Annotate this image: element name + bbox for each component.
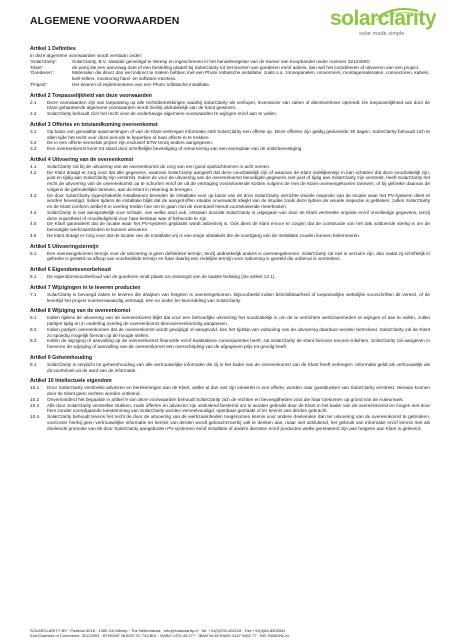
article-paragraph (30, 338, 430, 350)
article-paragraph (30, 233, 430, 239)
article-paragraph (30, 292, 430, 304)
logo-tagline: solar made simple (359, 31, 405, 37)
paragraph-number: 4.1 (30, 163, 37, 169)
section-title: Artikel 5 Uitvoeringstermijn (30, 243, 99, 250)
definition-item (30, 82, 430, 88)
document-title: ALGEMENE VOORWAARDEN (30, 15, 180, 27)
solarclarity-logo (318, 7, 436, 47)
paragraph-number: 8.2 (30, 326, 37, 332)
document-body (30, 44, 430, 431)
paragraph-number: 2.1 (30, 99, 37, 105)
paragraph-number: 6.1 (30, 274, 37, 279)
paragraph-text: SolarClarity behoudt zich het recht voor de onderhavige algemene voorwaarden te wijzigen en/of aan te vullen. (47, 111, 278, 116)
paragraph-number: 3.2 (30, 140, 37, 146)
paragraph-text: SolarClarity is bevoegd zaken te leveren die afwijken van hetgeen is overeengekomen. Bijvoorbeeld indien beschikbaarheid of toepasselijke wettelijke voorschriften dit vereist, of de levertijd het project noemenswaardig vertraagt, één en ander ter beoordeling van SolarClarity. (47, 291, 430, 303)
paragraph-number: 4.2 (30, 169, 37, 175)
logo-wordmark: solarclarity (330, 7, 437, 30)
paragraph-text: De Klant garandeert dat de locatie waar het PV-systeem geplaatst wordt asbestvrij is. Ook dient de klant ervoor te zorgen dat de constructie van het dak voldoende sterkg is om de benodigde werkzaamheden te kunnen uitvoeren. (47, 221, 430, 232)
paragraph-number: 2.2 (30, 111, 37, 116)
article-paragraph (30, 403, 430, 415)
article-paragraph (30, 170, 430, 193)
section-title: Artikel 8 Wijziging van de overeenkomst (30, 308, 131, 315)
paragraph-number: 10.4 (30, 414, 40, 419)
section-title: Artikel 4 Uitvoering van de overeenkomst (30, 156, 134, 163)
paragraph-number: 9.1 (30, 361, 37, 367)
article-paragraph (30, 414, 430, 431)
article-paragraph (30, 221, 430, 233)
article-paragraph (30, 251, 430, 263)
paragraph-text: De eigendomsvoorbehoud van de goederen vindt plaats na ontvangst van de laatste betaling (zie artikel 13.1). (47, 274, 276, 279)
paragraph-number: 3.1 (30, 128, 37, 134)
article-paragraph (30, 210, 430, 222)
article-paragraph (30, 385, 430, 397)
paragraph-text: De door SolarClarity ingeschakelde installateurs bereiden de installatie voor op basis van de door SolarClarity verrichte visuele inspectie van de locatie waar het PV-systeem dient te worden bevestigd. Indien tijdens de installatie blijkt dat de aangetroffen situatie onverwacht afwijkt van de situatie zoals deze tijdens de visuele inspectie is gebleken, zullen SolarClarity en de Klant conform artikel 8 in overleg treden hoe om te gaan met de eventueel hieruit voortvloeiende meerkosten. (47, 192, 430, 209)
paragraph-text: Alle door SolarClarity verstrekte stukken, zoals offertes en adviezen zijn uitsluitend bestemd om te worden gebruikt door de Klant in het kader van de overeenkomst en mogen niet door hem zonder voorafgaande toestemming van SolarClarity worden verveelvoudigd, openbaar gemaakt of ter kennis van derden gebracht. (47, 402, 430, 414)
definition-text: Het leveren of implementeren van een Photo Voltaïsche installatie. (72, 81, 211, 87)
article-paragraph (30, 274, 430, 280)
definition-text: de partij die een aanvraag doet of een bestelling plaatst bij SolarClarity tot het leveren van goederen en/of advies, dan wel het coördineren of uitvoeren van een project. (72, 64, 420, 70)
article-paragraph (30, 100, 430, 112)
paragraph-number: 10.3 (30, 402, 40, 408)
footer-registration: Kvk/Chamber of Commerce: 32123093 · BTW/VAT NL8207.57.743.B01 · RABO 1475.45.277 · IBAN NL38 RABO 0147 5452 77 · BIC RABONL2u (30, 633, 289, 638)
paragraph-text: De in een offerte vermelde prijzen zijn exclusief BTW tenzij anders aangegeven. (47, 140, 214, 146)
paragraph-number: 7.1 (30, 291, 37, 297)
paragraph-text: Indien tijdens de uitvoering van de overeenkomst blijkt dat voor een behoorlijke uitvoering het noodzakelijk is om de te verrichten werkzaamheden te wijzigen of aan te vullen, zullen partijen tijdig en in onderling overleg de overeenkomst dienovereenkomstig aanpassen. (47, 315, 430, 326)
article-paragraph (30, 111, 430, 117)
article-paragraph (30, 146, 430, 152)
definition-item (30, 70, 430, 82)
paragraph-text: Onverminderd het bepaalde in artikel 9 van deze voorwaarden behoudt SolarClarity zich de rechten en bevoegdheden voor die haar toekomen op grond van de Auteurswet. (47, 396, 404, 402)
paragraph-number: 10.1 (30, 385, 40, 391)
paragraph-number: 4.3 (30, 192, 37, 198)
paragraph-text: Op basis van gemaakte waarnemingen of van de Klant verkregen informatie stelt SolarClarity een offerte op. Deze offertes zijn geldig gedurende 30 dagen. SolarClarity behoudt zich te allen tijde het recht voor deze periode te beperken of haar offerte in te trekken. (47, 128, 430, 140)
paragraph-text: De Klant draagt er zorg voor dat alle gegevens, waarvan SolarClarity aangeeft dat deze noodzakelijk zijn of waarvan de Klant redelijkerwijs in kan schatten dat deze noodzakelijk zijn, juist en tijdig aan SolarClarity zijn verstrekt. Indien de voor de uitvoering van de overeenkomst benodigde gegevens niet juist of tijdig aan SolarClarity zijn verstrekt, heeft SolarClarity het recht de uitvoering van de overeenkomst op te schorten en/of de uit de vertraging voortvloeiende kosten volgens de met de Klant overeengekomen tarieven, of bij gebreke daarvan de volgens de gebruikelijke tarieven, aan de Klant in rekening te brengen. (47, 169, 430, 192)
paragraph-number: 8.3 (30, 338, 37, 344)
article-paragraph (30, 129, 430, 141)
definition-term: 'Klant': (30, 64, 44, 70)
article-paragraph (30, 315, 430, 327)
definition-text: Materialen die direct dan wel indirect te maken hebben met een Photo Voltaïsche installatie, zoals o.a. zonnepanelen, omvormers, montagematerialen, connectoren, kabels, kwh-tellers, monitoring hard- en software etcetera. (72, 70, 430, 81)
definition-term: 'Project': (30, 81, 48, 87)
paragraph-number: 10.2 (30, 396, 40, 402)
section-title: Artikel 10 Intellectuele eigendom (30, 378, 112, 385)
definition-text: SolarClarity, B.V. statutair gevestigd te Weesp en ingeschreven in het handelsregister van de Kamer van Koophandel onder nummer 32123093; (72, 58, 371, 64)
page-footer (30, 628, 430, 638)
section-title: Artikel 9 Geheimhouding (30, 354, 93, 361)
intro-text: In deze algemene voorwaarden wordt verstaan onder: (30, 53, 143, 58)
paragraph-text: De klant draagt er zorg voor dat de locatie van de Installatie vrij is van enige obstakels die de voortgang van de Installatie zouden kunnen belemmeren. (47, 232, 361, 238)
definition-term: 'Goederen': (30, 70, 54, 76)
section-title: Artikel 7 Wijzigingen in te leveren producten (30, 284, 141, 291)
paragraph-text: SolarClarity is niet aansprakelijk voor schade, van welke aard ook, ontstaan doordat SolarClarity is uitgegaan van door de Klant verstrekte onjuiste en/of onvolledige gegevens, tenzij deze onjuistheid of onvolledigheid voor haar kenbaar was of behoorde te zijn. (47, 209, 430, 221)
sections-list (30, 93, 430, 432)
section-title: Artikel 1 Definities (30, 46, 76, 52)
paragraph-text: SolarClarity zal bij de uitvoering van de overeenkomst de zorg van een goed opdrachtnemer in acht nemen. (47, 163, 271, 169)
paragraph-number: 3.3 (30, 146, 37, 151)
section-title: Artikel 3 Offertes en totstandkoming overeenkomst (30, 121, 158, 128)
paragraph-number: 4.6 (30, 232, 37, 238)
paragraph-text: Door SolarClarity verstrekte adviezen en berekeningen aan de Klant, welke al dan niet zijn verwerkt in een offerte, worden naar goeddunken van SolarClarity verstrekt. Hieraan kunnen door de Klant geen rechten worden ontleend. (47, 385, 430, 396)
paragraph-text: Een overeenkomst komt tot stand door schriftelijke bevestiging of retournering van een exemplaar van de orderbevestiging. (47, 146, 303, 151)
section-title: Artikel 6 Eigendomsvoorbehoud (30, 267, 111, 273)
paragraph-text: SolarClarity behoudt tevens het recht de door de uitvoering van de werkzaamheden toegenomen kennis voor andere doeleinden dan ter uitvoering van de overeenkomst te gebruiken, voorzover hierbij geen vertrouwelijke informatie ter kennis van derden wordt gebracht.Hierbij valt te denken aan, maar niet uitsluitend, het gebruik van informatie en/of kennis met als doeleinde promotie van de door SolarClarity aangeboden PV-systemen en/of installatie of andere diensten en/of producten welke gerelateerd zijn aan hetgeen aan Klant is geleverd. (47, 414, 430, 431)
paragraph-text: Indien de wijziging of aanvulling op de overeenkomst financiële en/of kwalitatieve consequenties heeft, zal SolarClarity de Klant hierover tevoren inlichten. SolarClarity zal aangeven in hoeverre de wijziging of aanvulling van de overeenkomst een overschrijding van de afgegeven prijs tot gevolg heeft. (47, 338, 430, 349)
paragraph-number: 8.1 (30, 315, 37, 321)
article-paragraph (30, 327, 430, 339)
paragraph-text: Indien partijen overeenkomen dat de overeenkomst wordt gewijzigd of aangevuld, kan het tijdstip van voltooiing van de uitvoering daardoor worden beïnvloed. SolarClarity zal de Klant zo spoedig mogelijk hiervan op de hoogte stellen. (47, 326, 430, 338)
paragraph-text: Een overeengekomen termijn voor de uitvoering is geen definitieve termijn, tenzij uitdrukkelijk anders is overeengekomen. SolarClarity zal niet in verzuim zijn, dan nadat zij schriftelijk in gebreke is gesteld na afloop van voorbedelde termijn en haar daarbij een redelijke termijn voor nakoming is gesteld die onbenut is verstreken. (47, 250, 430, 262)
paragraph-text: Deze voorwaarden zijn van toepassing op alle rechtsbetrekkingen waarbij SolarClarity als verkoper, leverancier van zaken of dienstverlener optreedt. De toepasselijkheid van door de Klant gehanteerde algemene voorwaarden wordt hierbij uitdrukkelijk van de hand gewezen. (47, 99, 430, 111)
paragraph-number: 4.5 (30, 221, 37, 227)
paragraph-number: 4.4 (30, 209, 37, 215)
section-title: Artikel 2 Toepasselijkheid van deze voorwaarden (30, 92, 152, 99)
paragraph-number: 5.1 (30, 250, 37, 256)
definitions-list (30, 59, 430, 88)
footer-address: SOLARCLARITY BV · Postbus 5018 · 1380 GA Weesp · The Netherlands · info@solarclarity.nl · Tel. +31(0)294-452118 · Fax:+31(0)84-8300081 (30, 628, 286, 633)
article-paragraph (30, 193, 430, 210)
article-paragraph (30, 362, 430, 374)
definition-term: 'SolarClarity': (30, 58, 58, 64)
paragraph-text: SolarClarity is verplicht tot geheimhouding van alle vertrouwelijke informatie die zij in het kader van de overeenkomst van de Klant heeft verkregen. Informatie geldt als vertrouwelijk als dit voortvloeit uit de aard van de informatie. (47, 361, 430, 373)
